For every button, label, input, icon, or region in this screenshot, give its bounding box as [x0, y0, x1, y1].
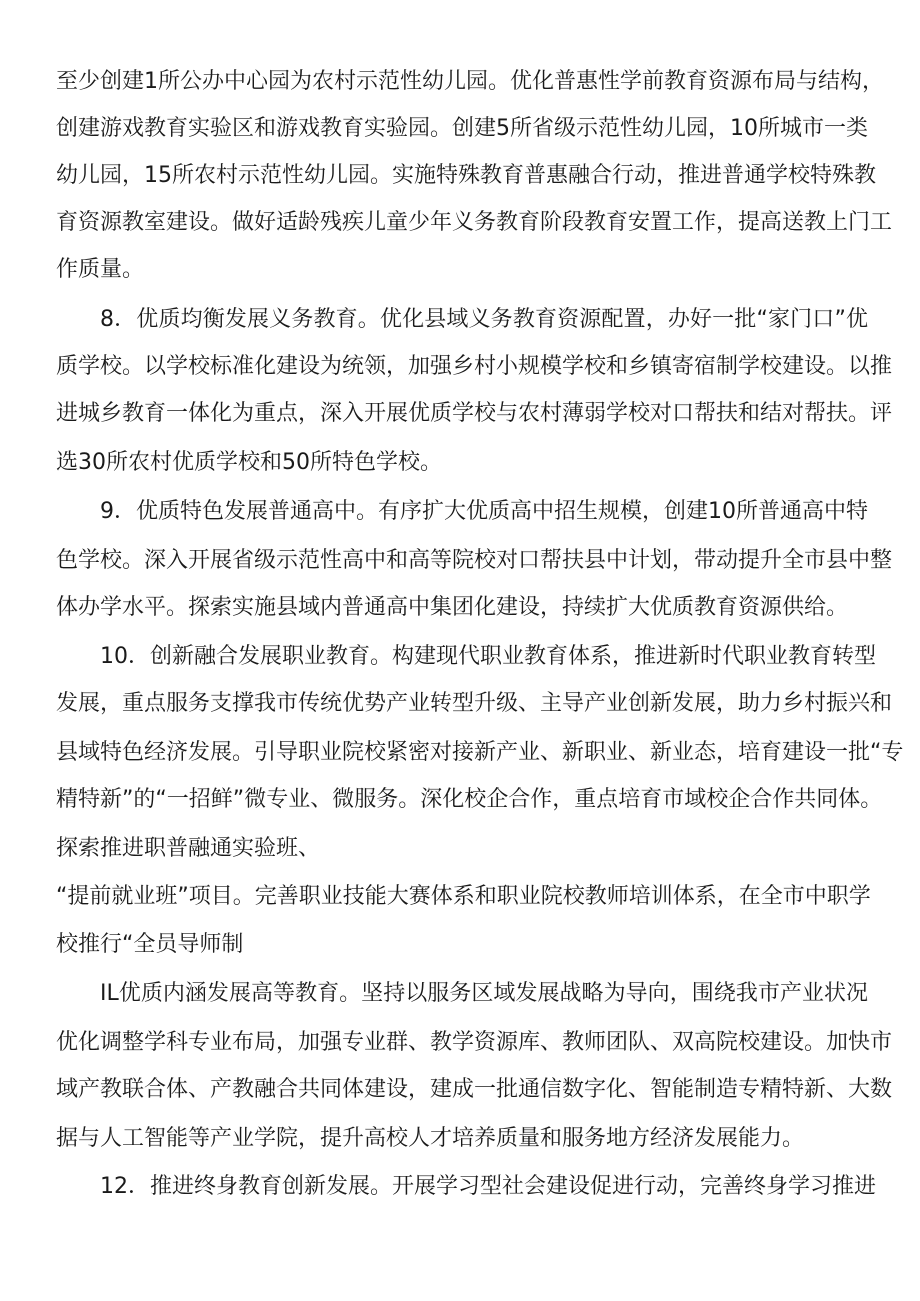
text-line: 10．创新融合发展职业教育。构建现代职业教育体系，推进新时代职业教育转型: [100, 644, 876, 669]
text-line: 优化调整学科专业布局，加强专业群、教学资源库、教师团队、双高院校建设。加快市: [56, 1030, 893, 1055]
text-line: 色学校。深入开展省级示范性高中和高等院校对口帮扶县中计划，带动提升全市县中整: [56, 548, 893, 573]
text-line: 至少创建1所公办中心园为农村示范性幼儿园。优化普惠性学前教育资源布局与结构，: [56, 69, 884, 94]
text-line: 创建游戏教育实验区和游戏教育实验园。创建5所省级示范性幼儿园，10所城市一类: [56, 116, 868, 141]
text-line: 质学校。以学校标准化建设为统领，加强乡村小规模学校和乡镇寄宿制学校建设。以推: [56, 354, 893, 379]
text-line: 体办学水平。探索实施县域内普通高中集团化建设，持续扩大优质教育资源供给。: [56, 595, 849, 620]
text-line: 探索推进职普融通实验班、: [56, 836, 321, 861]
text-line: 选30所农村优质学校和50所特色学校。: [56, 450, 442, 475]
text-line: 8．优质均衡发展义务教育。优化县域义务教育资源配置，办好一批“家门口”优: [100, 307, 868, 332]
text-line: 域产教联合体、产教融合共同体建设，建成一批通信数字化、智能制造专精特新、大数: [56, 1077, 893, 1102]
text-line: 精特新”的“一招鲜”微专业、微服务。深化校企合作，重点培育市域校企合作共同体。: [56, 787, 883, 812]
text-line: 12．推进终身教育创新发展。开展学习型社会建设促进行动，完善终身学习推进: [100, 1174, 876, 1199]
text-line: 作质量。: [56, 257, 145, 282]
text-line: 发展，重点服务支撑我市传统优势产业转型升级、主导产业创新发展，助力乡村振兴和: [56, 691, 893, 716]
text-line: IL优质内涵发展高等教育。坚持以服务区域发展战略为导向，围绕我市产业状况: [100, 981, 868, 1006]
text-line: 据与人工智能等产业学院，提升高校人才培养质量和服务地方经济发展能力。: [56, 1126, 805, 1151]
text-line: 幼儿园，15所农村示范性幼儿园。实施特殊教育普惠融合行动，推进普通学校特殊教: [56, 163, 876, 188]
text-line: 育资源教室建设。做好适龄残疾儿童少年义务教育阶段教育安置工作，提高送教上门工: [56, 210, 893, 235]
text-line: 校推行“全员导师制: [56, 932, 244, 957]
text-line: 9．优质特色发展普通高中。有序扩大优质高中招生规模，创建10所普通高中特: [100, 499, 868, 524]
text-line: 县域特色经济发展。引导职业院校紧密对接新产业、新职业、新业态，培育建设一批“专: [56, 740, 904, 765]
text-line: “提前就业班”项目。完善职业技能大赛体系和职业院校教师培训体系，在全市中职学: [56, 884, 871, 909]
text-line: 进城乡教育一体化为重点，深入开展优质学校与农村薄弱学校对口帮扶和结对帮扶。评: [56, 401, 893, 426]
